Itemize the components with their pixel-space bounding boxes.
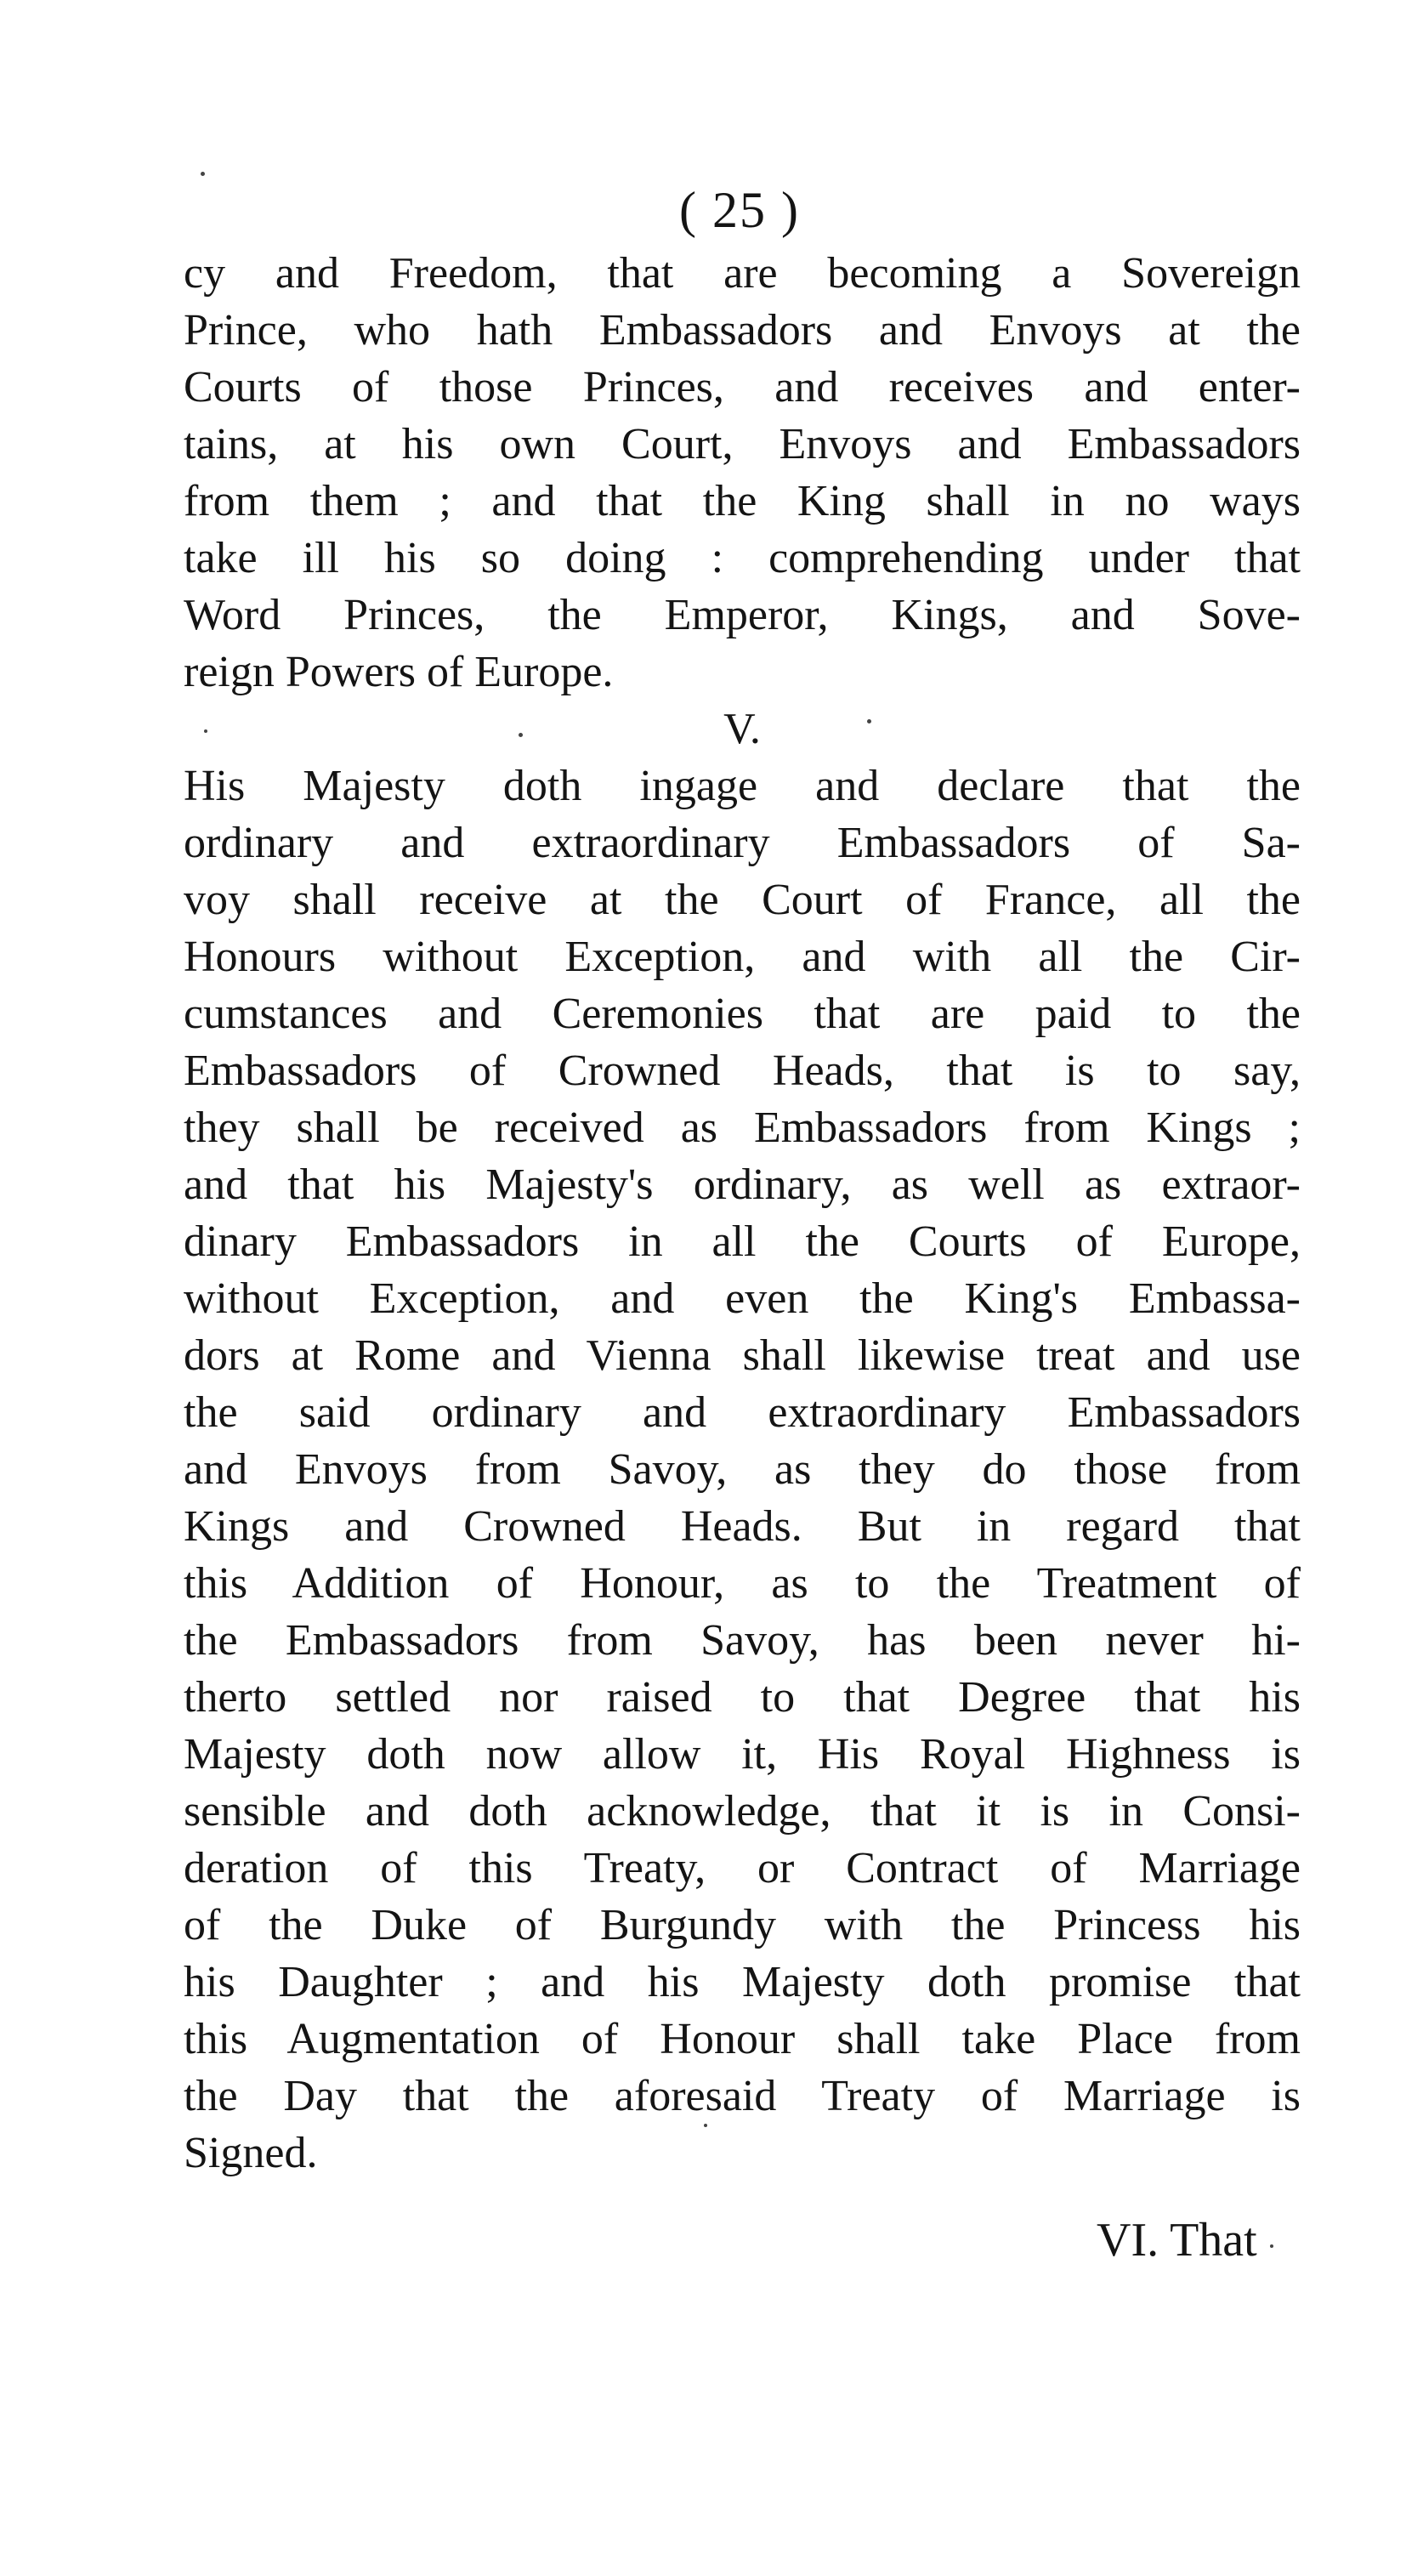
text-line: tains, at his own Court, Envoys and Embassadors <box>184 420 1301 468</box>
text-line: from them ; and that the King shall in no ways <box>184 477 1301 525</box>
text-line: Honours without Exception, and with all the Cir- <box>184 933 1301 981</box>
text-line: and that his Majesty's ordinary, as well as extraor- <box>184 1160 1301 1209</box>
ink-speck <box>704 2124 707 2127</box>
ink-speck <box>1270 2244 1273 2248</box>
text-line: reign Powers of Europe. <box>184 648 614 696</box>
text-line: cumstances and Ceremonies that are paid to the <box>184 990 1301 1038</box>
ink-speck <box>204 729 207 733</box>
text-line: Kings and Crowned Heads. But in regard that <box>184 1502 1301 1551</box>
text-line: this Augmentation of Honour shall take Place from <box>184 2015 1301 2063</box>
text-line: voy shall receive at the Court of France, all the <box>184 876 1301 924</box>
page-number: ( 25 ) <box>679 182 800 238</box>
text-line: deration of this Treaty, or Contract of Marriage <box>184 1844 1301 1892</box>
text-line: sensible and doth acknowledge, that it is in Consi- <box>184 1787 1301 1836</box>
text-line: of the Duke of Burgundy with the Princess his <box>184 1901 1301 1949</box>
ink-speck <box>201 172 205 176</box>
text-line: dors at Rome and Vienna shall likewise treat and use <box>184 1331 1301 1380</box>
text-line: this Addition of Honour, as to the Treatment of <box>184 1559 1301 1608</box>
text-line: ordinary and extraordinary Embassadors of Sa- <box>184 819 1301 867</box>
text-line: Majesty doth now allow it, His Royal Highness is <box>184 1730 1301 1779</box>
paragraph-before-heading <box>184 245 1301 701</box>
paragraph-section-v <box>184 757 1301 2182</box>
section-heading: V. <box>723 705 761 753</box>
text-line: and Envoys from Savoy, as they do those from <box>184 1445 1301 1494</box>
text-line: Word Princes, the Emperor, Kings, and Sove- <box>184 591 1301 639</box>
text-line: the Embassadors from Savoy, has been never hi- <box>184 1616 1301 1665</box>
text-line: therto settled nor raised to that Degree that his <box>184 1673 1301 1722</box>
ink-speck <box>519 733 523 737</box>
text-line: take ill his so doing : comprehending under that <box>184 534 1301 582</box>
text-line: the Day that the aforesaid Treaty of Marriage is <box>184 2072 1301 2120</box>
text-line: Signed. <box>184 2129 318 2177</box>
text-line: they shall be received as Embassadors from Kings ; <box>184 1104 1301 1152</box>
text-line: Prince, who hath Embassadors and Envoys at the <box>184 306 1301 355</box>
catchword: VI. That <box>1097 2214 1257 2267</box>
text-line: his Daughter ; and his Majesty doth promise that <box>184 1958 1301 2006</box>
text-line: Courts of those Princes, and receives and enter- <box>184 363 1301 411</box>
text-line: His Majesty doth ingage and declare that the <box>184 762 1301 810</box>
ink-speck <box>867 719 871 723</box>
body-text <box>184 245 1301 2182</box>
text-line: Embassadors of Crowned Heads, that is to say, <box>184 1047 1301 1095</box>
text-line: dinary Embassadors in all the Courts of Europe, <box>184 1217 1301 1266</box>
text-line: without Exception, and even the King's Embassa- <box>184 1274 1301 1323</box>
text-line: cy and Freedom, that are becoming a Sovereign <box>184 249 1301 298</box>
text-line: the said ordinary and extraordinary Embassadors <box>184 1388 1301 1437</box>
